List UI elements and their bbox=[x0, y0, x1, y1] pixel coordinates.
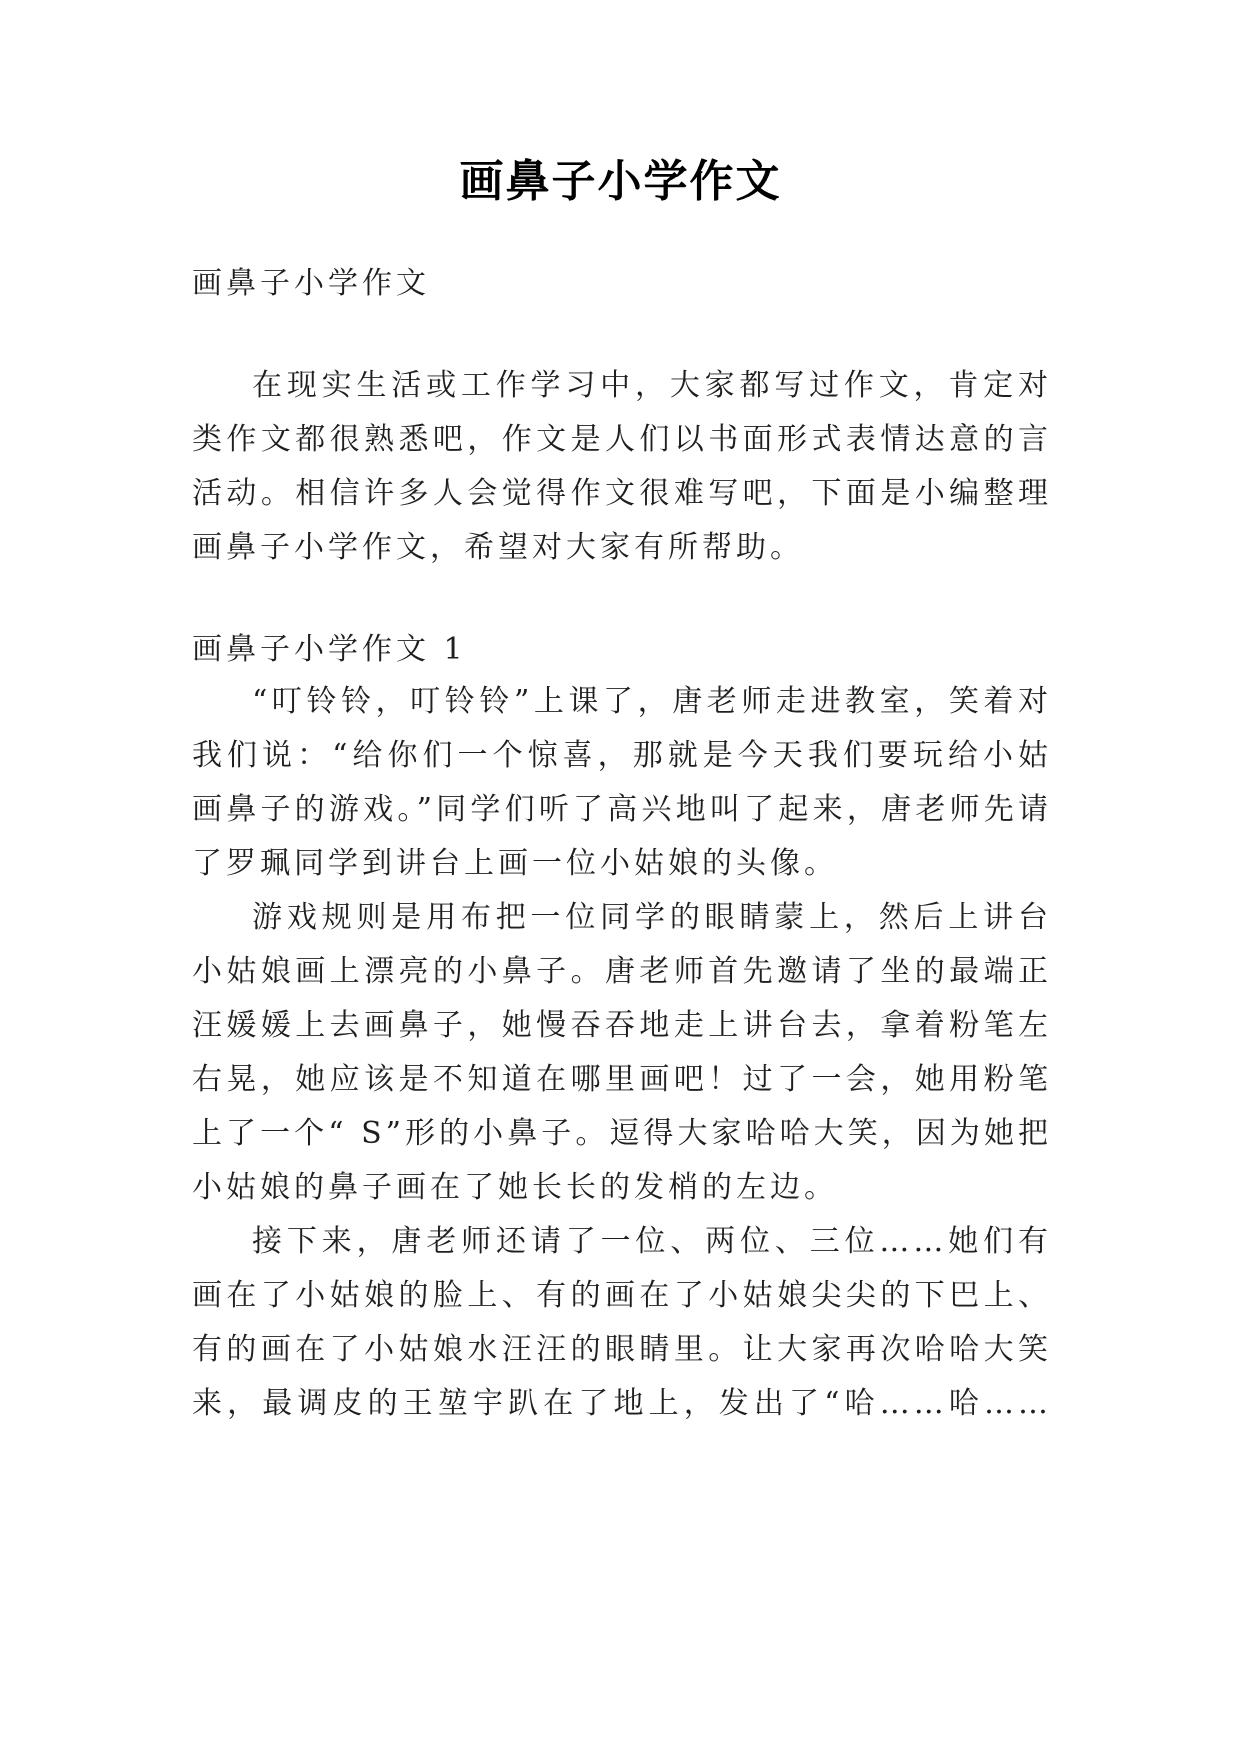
paragraph-line: 来，最调皮的王堃宇趴在了地上，发出了“哈……哈…… bbox=[192, 1386, 1052, 1421]
paragraph-line: 汪媛媛上去画鼻子，她慢吞吞地走上讲台去，拿着粉笔左 bbox=[192, 1008, 1052, 1043]
paragraph-line: 上了一个“ S”形的小鼻子。逗得大家哈哈大笑，因为她把 bbox=[192, 1116, 1052, 1151]
intro-line: 画鼻子小学作文，希望对大家有所帮助。 bbox=[192, 530, 804, 565]
paragraph-line: 画鼻子的游戏。”同学们听了高兴地叫了起来，唐老师先请 bbox=[192, 792, 1052, 827]
paragraph-line: 接下来，唐老师还请了一位、两位、三位……她们有 bbox=[252, 1224, 1052, 1259]
section-heading: 画鼻子小学作文 1 bbox=[192, 632, 467, 667]
paragraph-line: 右晃，她应该是不知道在哪里画吧！过了一会，她用粉笔 bbox=[192, 1062, 1052, 1097]
paragraph-line: 小姑娘的鼻子画在了她长长的发梢的左边。 bbox=[192, 1170, 838, 1205]
intro-line: 活动。相信许多人会觉得作文很难写吧，下面是小编整理 bbox=[192, 476, 1052, 511]
paragraph-line: 了罗珮同学到讲台上画一位小姑娘的头像。 bbox=[192, 846, 838, 881]
paragraph-line: 我们说：“给你们一个惊喜，那就是今天我们要玩给小姑 bbox=[192, 738, 1052, 773]
subtitle-line: 画鼻子小学作文 bbox=[192, 266, 430, 301]
document-title: 画鼻子小学作文 bbox=[459, 156, 782, 207]
intro-line: 在现实生活或工作学习中，大家都写过作文，肯定对 bbox=[252, 368, 1052, 403]
paragraph-line: 小姑娘画上漂亮的小鼻子。唐老师首先邀请了坐的最端正 bbox=[192, 954, 1052, 989]
paragraph-line: 游戏规则是用布把一位同学的眼睛蒙上，然后上讲台 bbox=[252, 900, 1052, 935]
paragraph-line: 有的画在了小姑娘水汪汪的眼睛里。让大家再次哈哈大笑 bbox=[192, 1332, 1052, 1367]
paragraph-line: 画在了小姑娘的脸上、有的画在了小姑娘尖尖的下巴上、 bbox=[192, 1278, 1052, 1313]
intro-line: 类作文都很熟悉吧，作文是人们以书面形式表情达意的言 bbox=[192, 422, 1052, 457]
paragraph-line: “叮铃铃，叮铃铃”上课了，唐老师走进教室，笑着对 bbox=[252, 684, 1052, 719]
